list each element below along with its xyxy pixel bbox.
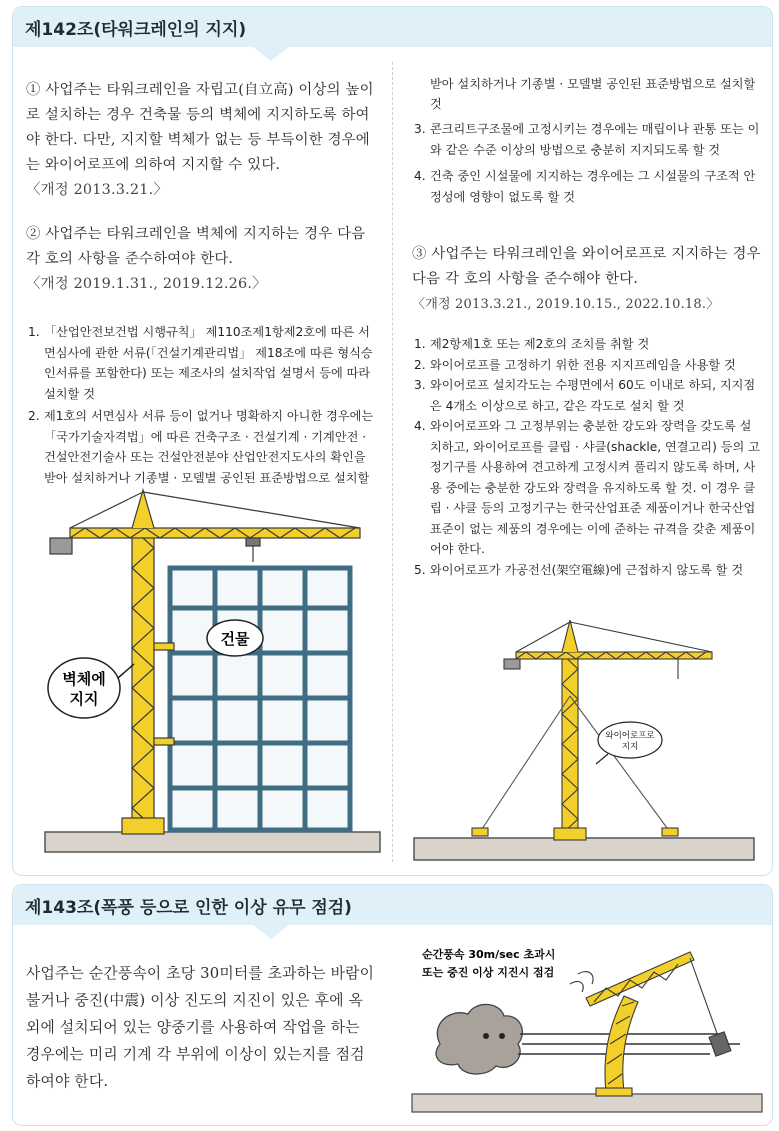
header-notch — [253, 47, 289, 61]
wall-bubble-line1: 벽체에 — [62, 670, 106, 688]
bending-crane-icon — [570, 952, 731, 1096]
list-item: 3. 와이어로프 설치각도는 수평면에서 60도 이내로 하되, 지지점은 4개소 이상으로 하고, 같은 각도로 설치 할 것 — [414, 378, 756, 413]
wind-cloud-icon — [436, 1004, 740, 1074]
crane-wall-support-illustration — [40, 488, 385, 856]
paragraph-2-text: ② 사업주는 타워크레인을 벽체에 지지하는 경우 다음 각 호의 사항을 준수하여야 한다. — [26, 226, 366, 267]
paragraph-2-list-left — [28, 322, 380, 491]
list-item-continued: 받아 설치하거나 기종별 · 모델별 공인된 표준방법으로 설치할 것 — [430, 76, 756, 111]
paragraph-1-amend: 〈개정 2013.3.21.〉 — [26, 182, 168, 198]
header-notch — [253, 925, 289, 939]
list-item: 4. 와이어로프와 그 고정부위는 충분한 강도와 장력을 갖도록 설치하고, 와이어로프를 클립 · 샤클(shackle, 연결고리) 등의 고정기구를 사용하여 견고하게 고정시켜 풀리지 않도록 하며, 사용 중에는 충분한 강도와 장력을 유지하도록 할 것. 이 경우 클립 · 샤클 등의 고정기구는 한국산업표준 제품이거나 한국산업표준이 없는 제품의 경우에는 이에 준하는 규격을 갖춘 제품이어야 한다. — [414, 419, 760, 556]
list-item: 4. 건축 중인 시설물에 지지하는 경우에는 그 시설물의 구조적 안정성에 영향이 없도록 할 것 — [414, 169, 756, 204]
list-item: 1. 제2항제1호 또는 제2호의 조치를 취할 것 — [414, 337, 650, 351]
paragraph-2-amend: 〈개정 2019.1.31., 2019.12.26.〉 — [26, 276, 267, 292]
list-item: 3. 콘크리트구조물에 고정시키는 경우에는 매립이나 관통 또는 이와 같은 수준 이상의 방법으로 충분히 지지되도록 할 것 — [414, 122, 760, 157]
wire-bubble-line2: 지지 — [621, 742, 639, 752]
article-143-title: 제143조(폭풍 등으로 인한 이상 유무 점검) — [25, 898, 352, 918]
list-item: 2. 제1호의 서면심사 서류 등이 없거나 명확하지 아니한 경우에는 「국가기술자격법」에 따른 건축구조 · 건설기계 · 기계안전 · 건설안전기술사 또는 건설안전분야 산업안전지도사의 확인을 받아 설치하거나 기종별 · 모델별 공인된 표준방법으로 설치할 — [28, 409, 374, 485]
list-item: 2. 와이어로프를 고정하기 위한 전용 지지프레임을 사용할 것 — [414, 357, 736, 372]
paragraph-2-list-right — [414, 74, 760, 207]
paragraph-3-list — [414, 334, 760, 580]
paragraph-3 — [412, 242, 762, 317]
list-item: 5. 와이어로프가 가공전선(架空電線)에 근접하지 않도록 할 것 — [414, 562, 744, 577]
wire-bubble-line1: 와이어로프로 — [605, 731, 655, 741]
paragraph-3-amend: 〈개정 2013.3.21., 2019.10.15., 2022.10.18.〉 — [412, 297, 720, 312]
column-divider — [392, 62, 393, 862]
crane-wire-rope-illustration — [408, 614, 760, 864]
paragraph-3-text: ③ 사업주는 타워크레인을 와이어로프로 지지하는 경우 다음 각 호의 사항을 준수해야 한다. — [412, 246, 761, 287]
storm-caption-line1: 순간풍속 30m/sec 초과시 — [422, 948, 556, 961]
paragraph-1 — [26, 78, 378, 203]
article-142-header — [13, 7, 772, 47]
article-143-paragraph: 사업주는 순간풍속이 초당 30미터를 초과하는 바람이 불거나 중진(中震) 이상 진도의 지진이 있은 후에 옥외에 설치되어 있는 양중기를 사용하여 작업을 하는 경우에는 미리 기계 각 부위에 이상이 있는지를 점검하여야 한다. — [26, 965, 375, 1090]
wall-bubble-line2: 지지 — [69, 690, 99, 708]
paragraph-2 — [26, 222, 378, 297]
article-143-header — [13, 885, 772, 925]
article-142-title: 제142조(타워크레인의 지지) — [25, 20, 247, 40]
list-item: 1. 「산업안전보건법 시행규칙」 제110조제1항제2호에 따른 서면심사에 관한 서류(「건설기계관리법」 제18조에 따른 형식승인서류를 포함한다) 또는 제조사의 설치작업 설명서 등에 따라 설치할 것 — [28, 325, 373, 401]
storm-inspection-illustration — [410, 944, 766, 1116]
paragraph-1-text: ① 사업주는 타워크레인을 자립고(自立高) 이상의 높이로 설치하는 경우 건축물 등의 벽체에 지지하도록 하여야 한다. 다만, 지지할 벽체가 없는 등 부득이한 경우에는 와이어로프에 의하여 지지할 수 있다. — [26, 82, 374, 173]
storm-caption-line2: 또는 중진 이상 지진시 점검 — [422, 966, 555, 979]
building-bubble-text: 건물 — [220, 630, 250, 648]
